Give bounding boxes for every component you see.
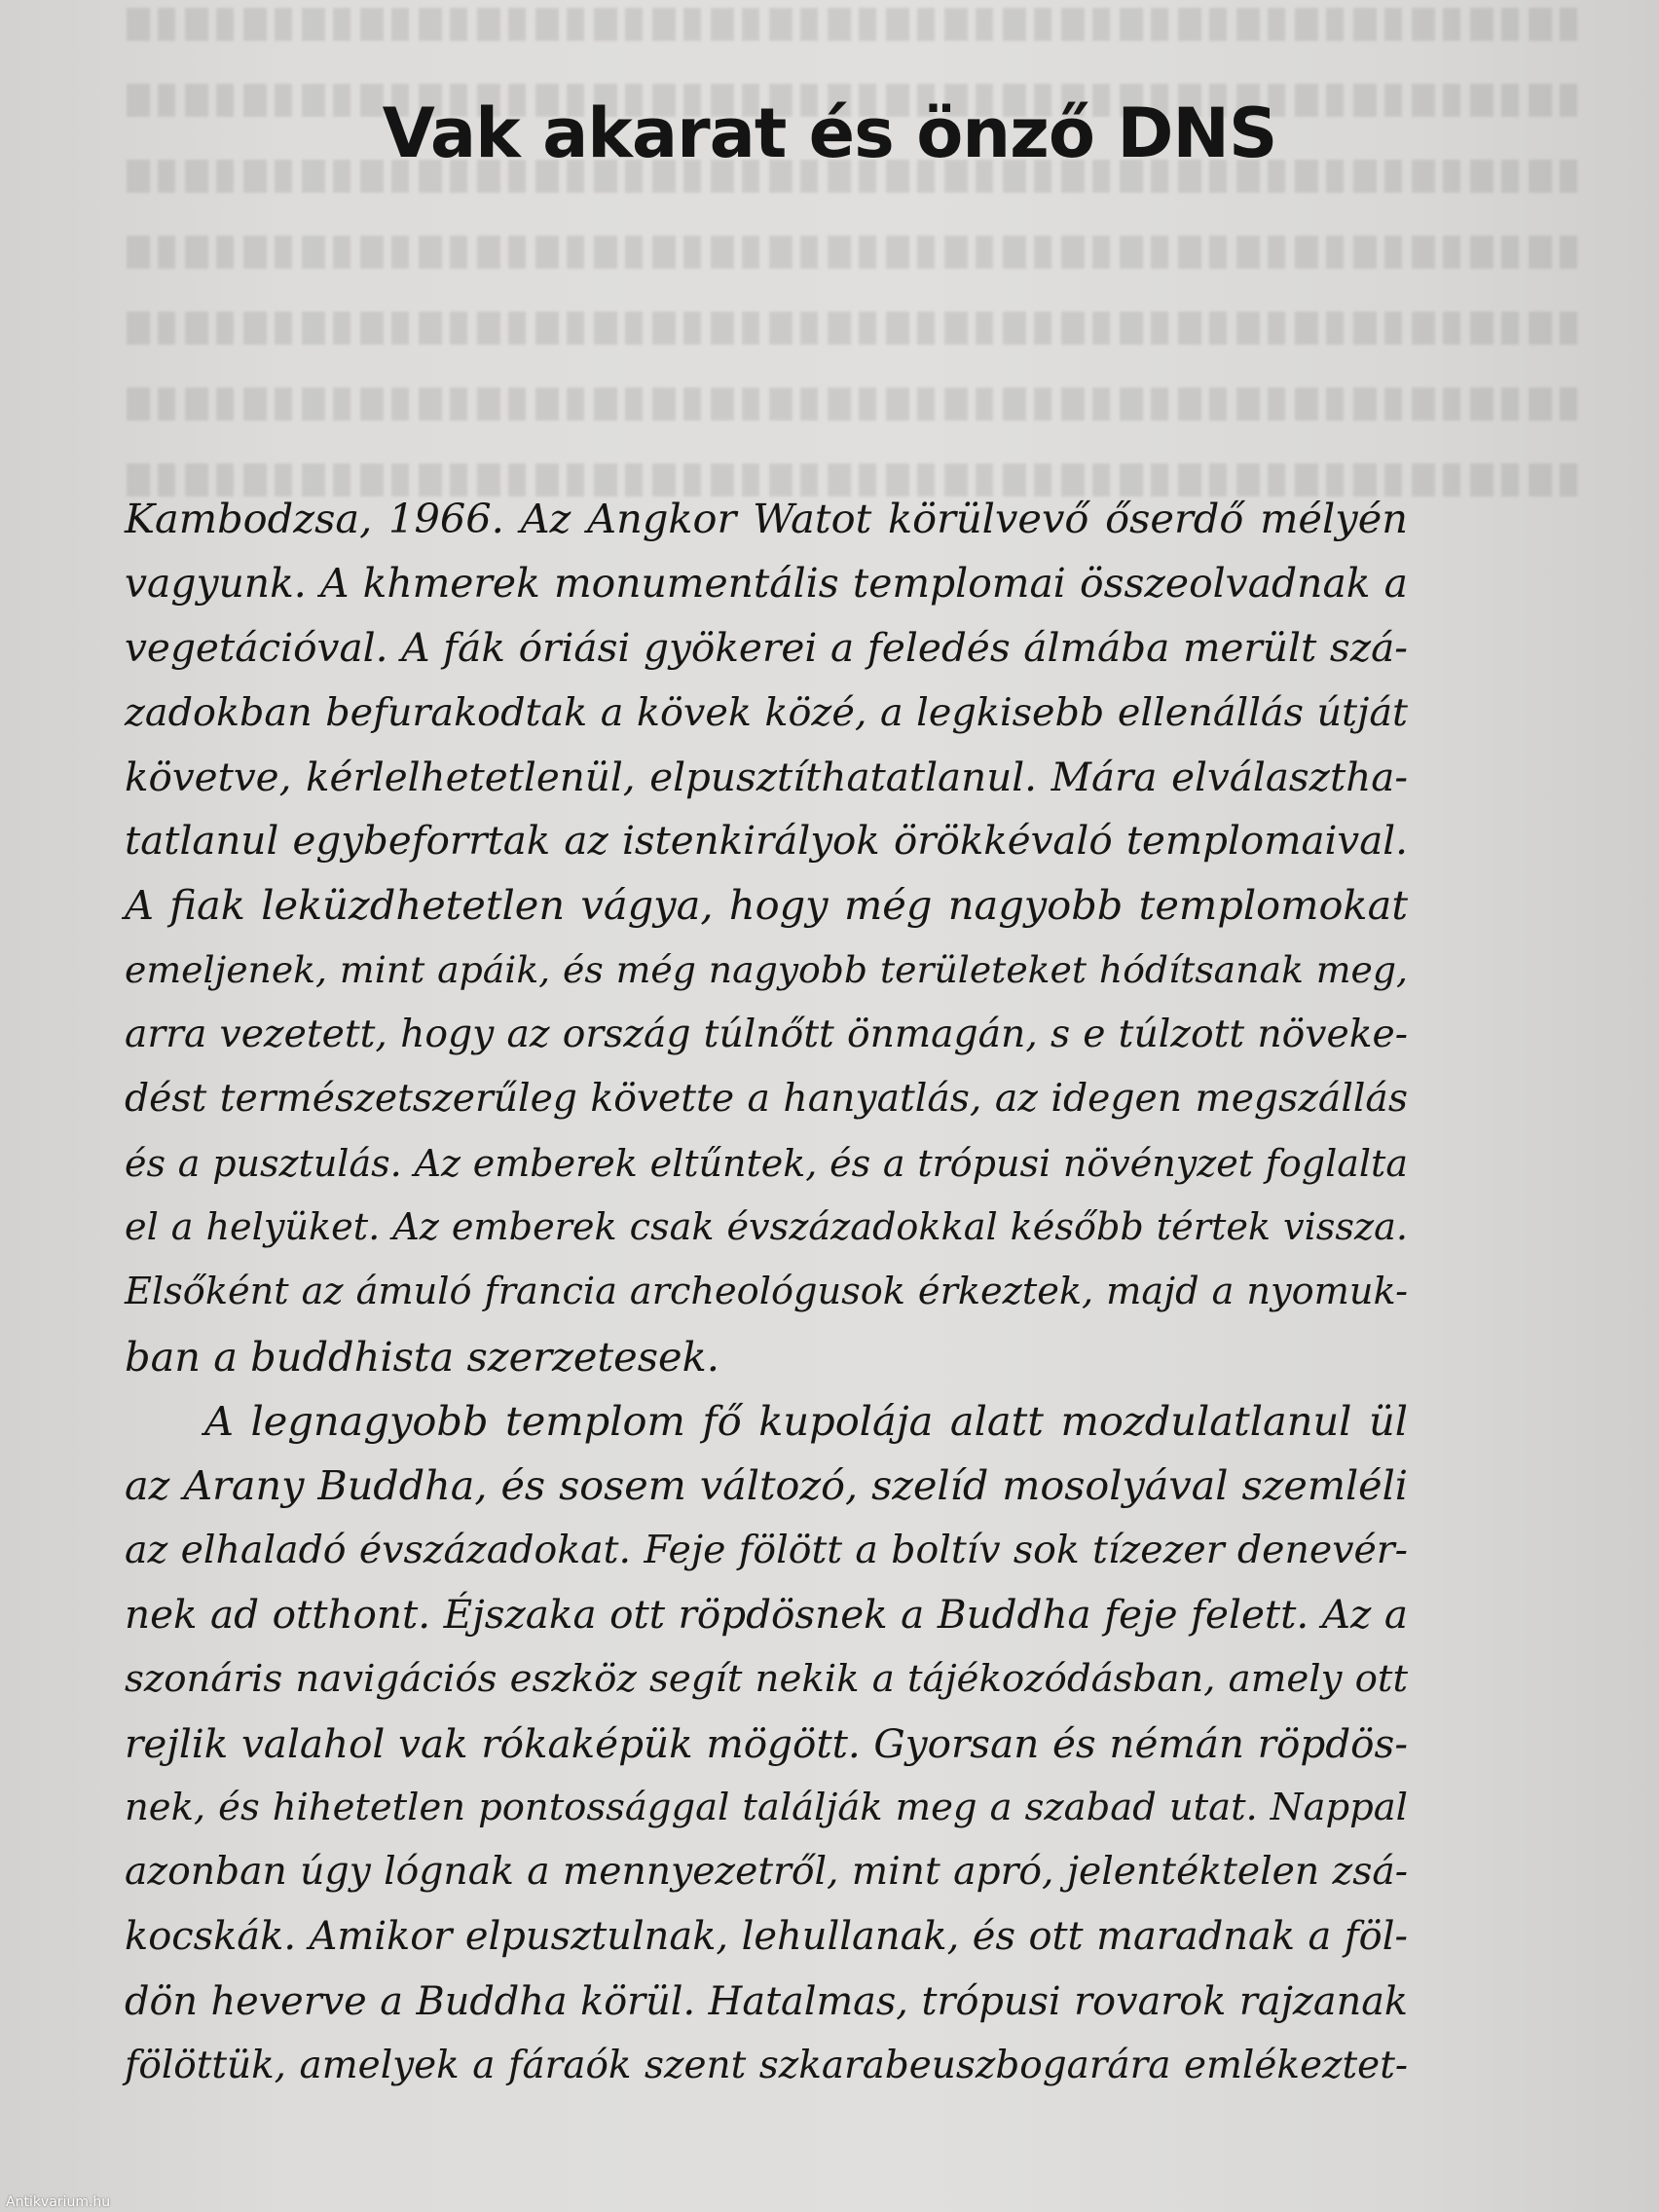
- text-line: azonban úgy lógnak a mennyezetről, mint apró, jelentéktelen zsá-: [125, 1850, 1408, 1895]
- text-line: A fiak leküzdhetetlen vágya, hogy még nagyobb templomokat: [125, 881, 1408, 930]
- text-line: fölöttük, amelyek a fáraók szent szkarabeuszbogarára emlékeztet-: [125, 2043, 1408, 2087]
- text-line: dést természetszerűleg követte a hanyatlás, az idegen megszállás: [125, 1076, 1408, 1121]
- watermark: Antikvarium.hu: [6, 2194, 111, 2210]
- text-line: és a pusztulás. Az emberek eltűntek, és a trópusi növényzet foglalta: [125, 1142, 1408, 1186]
- show-through-text: [117, 0, 1577, 477]
- text-line: az elhaladó évszázadokat. Feje fölött a boltív sok tízezer denevér-: [125, 1528, 1408, 1573]
- text-line: követve, kérlelhetetlenül, elpusztíthatatlanul. Mára elválasztha-: [125, 753, 1408, 800]
- text-line: vagyunk. A khmerek monumentális templomai összeolvadnak a: [125, 560, 1408, 608]
- text-line: Elsőként az ámuló francia archeológusok érkeztek, majd a nyomuk-: [125, 1270, 1408, 1314]
- text-line: szonáris navigációs eszköz segít nekik a tájékozódásban, amely ott: [125, 1656, 1408, 1701]
- text-line: Kambodzsa, 1966. Az Angkor Watot körülvevő őserdő mélyén: [125, 495, 1408, 542]
- text-line: A legnagyobb templom fő kupolája alatt mozdulatlanul ül: [204, 1396, 1408, 1445]
- text-line: rejlik valahol vak rókaképük mögött. Gyorsan és némán röpdös-: [125, 1719, 1408, 1767]
- text-line: zadokban befurakodtak a kövek közé, a legkisebb ellenállás útját: [125, 689, 1408, 735]
- paragraph-1: [125, 487, 1408, 1389]
- text-line: el a helyüket. Az emberek csak évszázadokkal később tértek vissza.: [125, 1206, 1408, 1250]
- text-line: az Arany Buddha, és sosem változó, szelíd mosolyával szemléli: [125, 1462, 1408, 1510]
- text-line: arra vezetett, hogy az ország túlnőtt önmagán, s e túlzott növeke-: [125, 1012, 1408, 1056]
- text-line: emeljenek, mint apáik, és még nagyobb területeket hódítsanak meg,: [125, 948, 1408, 992]
- text-line: dön heverve a Buddha körül. Hatalmas, trópusi rovarok rajzanak: [125, 1978, 1408, 2024]
- chapter-title: Vak akarat és önző DNS: [382, 93, 1277, 173]
- body-text: [125, 487, 1408, 2098]
- text-line: nek ad otthont. Éjszaka ott röpdösnek a Buddha feje felett. Az a: [125, 1591, 1408, 1639]
- text-line: kocskák. Amikor elpusztulnak, lehullanak, és ott maradnak a föl-: [125, 1914, 1408, 1960]
- text-line: vegetációval. A fák óriási gyökerei a feledés álmába merült szá-: [125, 624, 1408, 672]
- text-line: ban a buddhista szerzetesek.: [125, 1332, 719, 1381]
- text-line: nek, és hihetetlen pontossággal találják meg a szabad utat. Nappal: [125, 1786, 1408, 1830]
- paragraph-2: [125, 1389, 1408, 2098]
- text-line: tatlanul egybeforrtak az istenkirályok örökkévaló templomaival.: [125, 818, 1408, 865]
